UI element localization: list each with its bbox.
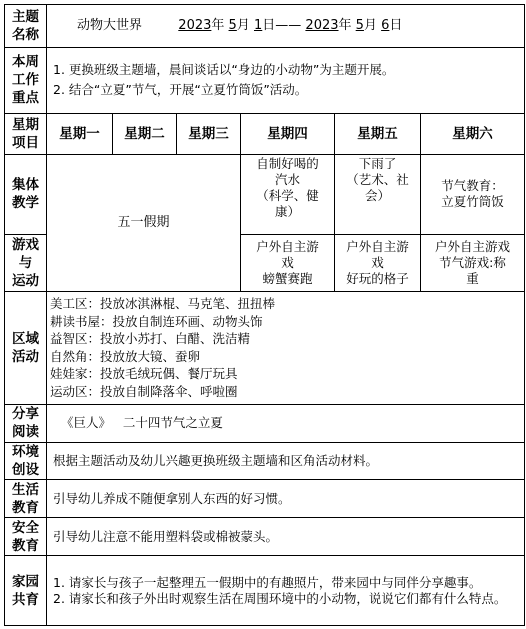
theme-content: 动物大世界 2023年 5月 1日—— 2023年 5月 6日 [47, 5, 525, 48]
day-monday: 星期一 [47, 113, 113, 154]
safety-content: 引导幼儿注意不能用塑料袋或棉被蒙头。 [47, 518, 525, 556]
theme-name: 动物大世界 [77, 18, 143, 34]
family-content [47, 556, 525, 626]
reading-row [5, 404, 525, 442]
family-item: 1. 请家长与孩子一起整理五一假期中的有趣照片，带来园中与同伴分享趣事。 [53, 574, 482, 590]
area-item: 娃娃家：投放毛绒玩偶、餐厅玩具 [50, 366, 238, 382]
day-wednesday: 星期三 [177, 113, 241, 154]
teaching-saturday: 节气教育： 立夏竹筒饭 [421, 154, 525, 234]
end-month: 5 [355, 18, 364, 34]
areas-label: 区域 活动 [5, 291, 47, 404]
area-item: 美工区：投放冰淇淋棍、马克笔、扭扭棒 [50, 296, 276, 312]
safety-row [5, 518, 525, 556]
day-saturday: 星期六 [421, 113, 525, 154]
area-item: 运动区：投放自制降落伞、呼啦圈 [50, 383, 238, 399]
start-year: 2023 [178, 18, 212, 34]
teaching-row [5, 154, 525, 234]
family-row [5, 556, 525, 626]
reading-label: 分享 阅读 [5, 404, 47, 442]
family-label: 家园 共育 [5, 556, 47, 626]
teaching-thursday: 自制好喝的 汽水 （科学、健 康） [241, 154, 335, 234]
games-friday: 户外自主游 戏 好玩的格子 [335, 234, 421, 291]
life-content: 引导幼儿养成不随便拿别人东西的好习惯。 [47, 480, 525, 518]
areas-content [47, 291, 525, 404]
day-friday: 星期五 [335, 113, 421, 154]
life-row [5, 480, 525, 518]
focus-item: 2. 结合“立夏”节气，开展“立夏竹筒饭”活动。 [53, 82, 308, 98]
end-day: 6 [381, 18, 390, 34]
games-saturday: 户外自主游戏 节气游戏:称 重 [421, 234, 525, 291]
games-thursday: 户外自主游 戏 螃蟹赛跑 [241, 234, 335, 291]
environment-content: 根据主题活动及幼儿兴趣更换班级主题墙和区角活动材料。 [47, 442, 525, 480]
environment-label: 环境 创设 [5, 442, 47, 480]
theme-row [5, 5, 525, 48]
end-year: 2023 [305, 18, 339, 34]
day-thursday: 星期四 [241, 113, 335, 154]
start-day: 1 [253, 18, 263, 34]
teaching-friday: 下雨了 （艺术、社 会） [335, 154, 421, 234]
week-label: 星期 项目 [5, 113, 47, 154]
focus-row [5, 48, 525, 114]
teaching-label: 集体 教学 [5, 154, 47, 234]
start-month: 5 [228, 18, 237, 34]
life-label: 生活 教育 [5, 480, 47, 518]
focus-label: 本周 工作 重点 [5, 48, 47, 114]
area-item: 益智区：投放小苏打、白醋、洗洁精 [50, 331, 251, 347]
date-dash: —— [275, 18, 302, 34]
area-item: 耕读书屋：投放自制连环画、动物头饰 [50, 313, 263, 329]
areas-row [5, 291, 525, 404]
weekly-plan-table [4, 4, 525, 626]
area-item: 自然角：投放放大镜、蚕卵 [50, 348, 201, 364]
theme-label: 主题 名称 [5, 5, 47, 48]
safety-label: 安全 教育 [5, 518, 47, 556]
holiday-cell: 五一假期 [47, 154, 241, 291]
focus-item: 1. 更换班级主题墙，晨间谈话以“身边的小动物”为主题开展。 [53, 62, 395, 78]
week-header-row [5, 113, 525, 154]
reading-content: 《巨人》 二十四节气之立夏 [47, 404, 525, 442]
games-label: 游戏 与 运动 [5, 234, 47, 291]
environment-row [5, 442, 525, 480]
focus-content [47, 48, 525, 114]
family-item: 2. 请家长和孩子外出时观察生活在周围环境中的小动物，说说它们都有什么特点。 [53, 590, 507, 606]
day-tuesday: 星期二 [113, 113, 177, 154]
